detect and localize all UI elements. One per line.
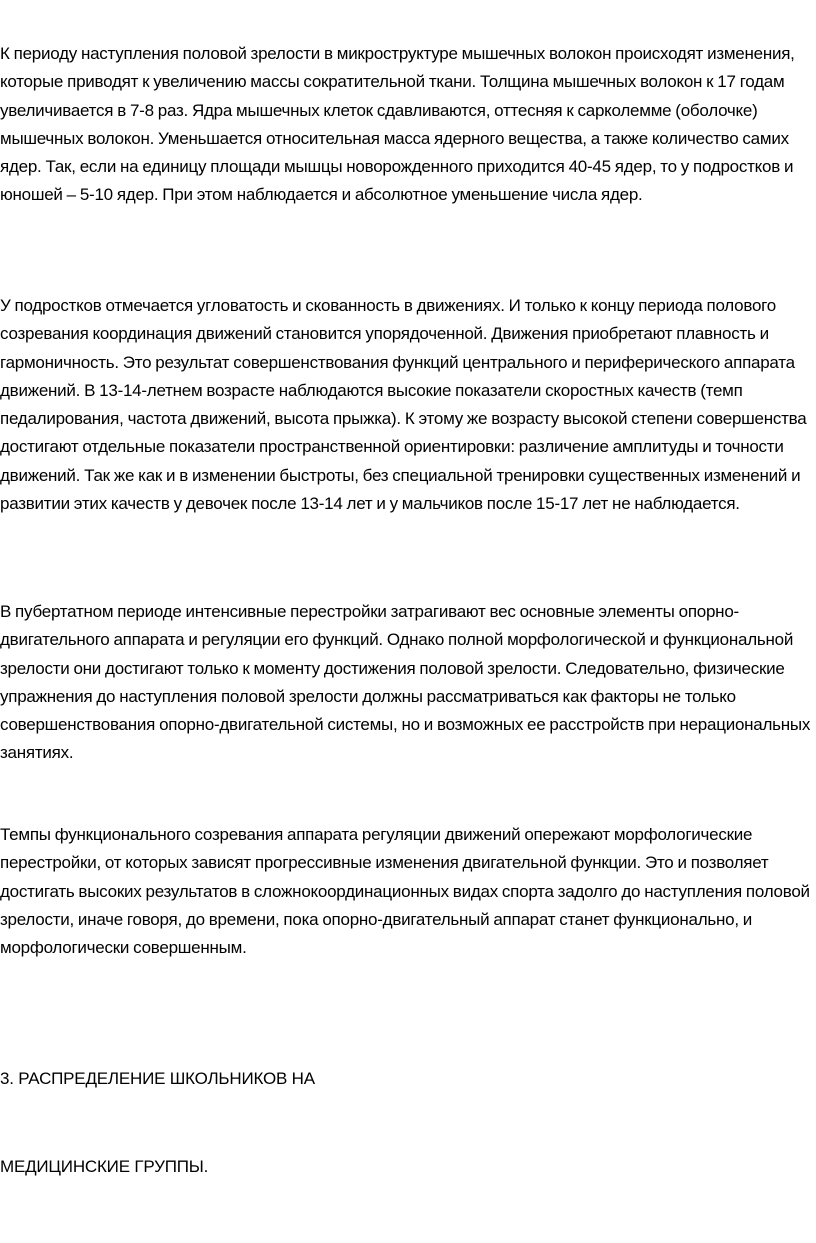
paragraph-muscle-fibers: К периоду наступления половой зрелости в микроструктуре мышечных волокон происходят изменения, которые приводят к увеличению массы сократительной ткани. Толщина мышечных волокон к 17 годам увеличивается в 7-8 раз. Ядра мышечных клеток сдавливаются, оттесняя к сарколемме (оболочке) мышечных волокон. Уменьшается относительная масса ядерного вещества, а также количество самих ядер. Так, если на единицу площади мышцы новорожденного приходится 40-45 ядер, то у подростков и юношей – 5-10 ядер. При этом наблюдается и абсолютное уменьшение числа ядер. bbox=[0, 44, 795, 205]
section-heading-line-1: 3. РАСПРЕДЕЛЕНИЕ ШКОЛЬНИКОВ НА bbox=[0, 1069, 315, 1088]
paragraph-functional-maturation: Темпы функционального созревания аппарата регуляции движений опережают морфологические перестройки, от которых зависят прогрессивные изменения двигательной функции. Это и позволяет достигать высоких результатов в сложнокоординационных видах спорта задолго до наступления половой зрелости, иначе говоря, до времени, пока опорно-двигательный аппарат станет функционально, и морфологически совершенным. bbox=[0, 825, 810, 958]
paragraph-movement-coordination: У подростков отмечается угловатость и скованность в движениях. И только к концу периода полового созревания координация движений становится упорядоченной. Движения приобретают плавность и гармоничность. Это результат совершенствования функций центрального и периферического аппарата движений. В 13-14-летнем возрасте наблюдаются высокие показатели скоростных качеств (темп педалирования, частота движений, высота прыжка). К этому же возрасту высокой степени совершенства достигают отдельные показатели пространственной ориентировки: различение амплитуды и точности движений. Так же как и в изменении быстроты, без специальной тренировки существенных изменений и развитии этих качеств у девочек после 13-14 лет и у мальчиков после 15-17 лет не наблюдается. bbox=[0, 296, 807, 514]
paragraph-puberty-restructuring: В пубертатном периоде интенсивные перестройки затрагивают вес основные элементы опорно-двигательного аппарата и регуляции его функций. Однако полной морфологической и функциональной зрелости они достигают только к моменту достижения половой зрелости. Следовательно, физические упражнения до наступления половой зрелости должны рассматриваться как факторы не только совершенствования опорно-двигательной системы, но и возможных ее расстройств при нерациональных занятиях. bbox=[0, 602, 811, 763]
section-heading-line-2: МЕДИЦИНСКИЕ ГРУППЫ. bbox=[0, 1157, 209, 1176]
